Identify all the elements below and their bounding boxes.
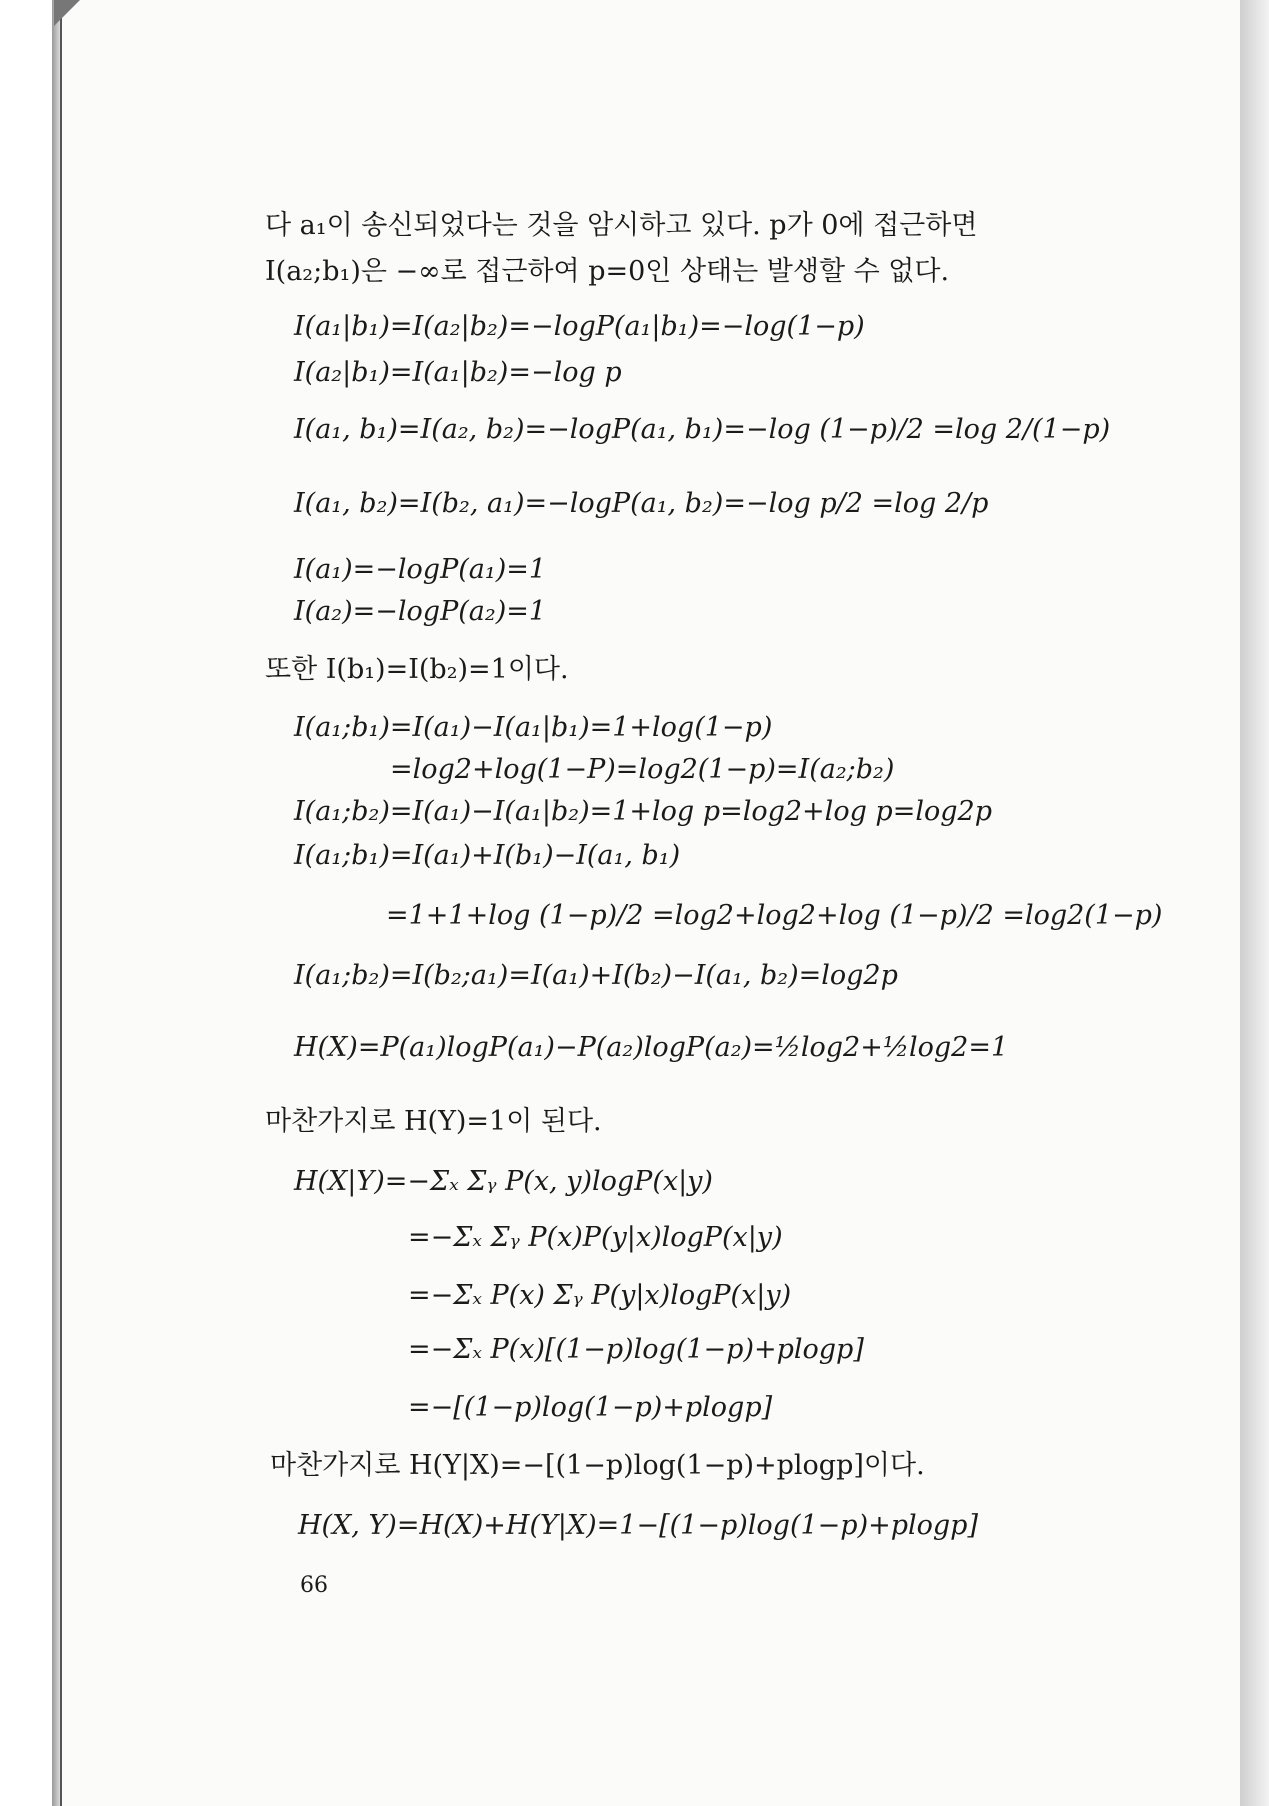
equation-5: I(a₁)=−logP(a₁)=1 <box>294 554 547 585</box>
equation-3: I(a₁, b₁)=I(a₂, b₂)=−logP(a₁, b₁)=−log (1−p)/2 =log 2/(1−p) <box>294 414 1111 445</box>
equation-14: H(X|Y)=−Σₓ Σᵧ P(x, y)logP(x|y) <box>294 1166 713 1197</box>
page-number: 66 <box>300 1573 328 1598</box>
equation-2: I(a₂|b₁)=I(a₁|b₂)=−log p <box>294 357 622 388</box>
equation-13: H(X)=P(a₁)logP(a₁)−P(a₂)logP(a₂)=½log2+½log2=1 <box>294 1032 1009 1063</box>
prose-line-5: 마찬가지로 H(Y|X)=−[(1−p)log(1−p)+plogp]이다. <box>270 1450 925 1481</box>
equation-6: I(a₂)=−logP(a₂)=1 <box>294 596 547 627</box>
equation-4: I(a₁, b₂)=I(b₂, a₁)=−logP(a₁, b₂)=−log p/2 =log 2/p <box>294 488 989 519</box>
equation-7: I(a₁;b₁)=I(a₁)−I(a₁|b₁)=1+log(1−p) <box>294 712 773 743</box>
equation-16: =−Σₓ P(x) Σᵧ P(y|x)logP(x|y) <box>408 1280 792 1311</box>
equation-17: =−Σₓ P(x)[(1−p)log(1−p)+plogp] <box>408 1334 864 1365</box>
prose-line-1: 다 a₁이 송신되었다는 것을 암시하고 있다. p가 0에 접근하면 <box>265 210 978 241</box>
equation-10: I(a₁;b₁)=I(a₁)+I(b₁)−I(a₁, b₁) <box>294 840 681 871</box>
equation-8: =log2+log(1−P)=log2(1−p)=I(a₂;b₂) <box>390 754 895 785</box>
equation-9: I(a₁;b₂)=I(a₁)−I(a₁|b₂)=1+log p=log2+log p=log2p <box>294 796 992 827</box>
prose-line-3: 또한 I(b₁)=I(b₂)=1이다. <box>265 654 569 685</box>
page-corner <box>54 0 80 26</box>
page-edge-shadow <box>1240 0 1269 1806</box>
equation-12: I(a₁;b₂)=I(b₂;a₁)=I(a₁)+I(b₂)−I(a₁, b₂)=log2p <box>294 960 898 991</box>
equation-18: =−[(1−p)log(1−p)+plogp] <box>408 1392 773 1423</box>
equation-1: I(a₁|b₁)=I(a₂|b₂)=−logP(a₁|b₁)=−log(1−p) <box>294 311 865 342</box>
prose-line-2: I(a₂;b₁)은 −∞로 접근하여 p=0인 상태는 발생할 수 없다. <box>265 256 950 287</box>
equation-15: =−Σₓ Σᵧ P(x)P(y|x)logP(x|y) <box>408 1222 783 1253</box>
prose-line-4: 마찬가지로 H(Y)=1이 된다. <box>265 1106 602 1137</box>
equation-11: =1+1+log (1−p)/2 =log2+log2+log (1−p)/2 =log2(1−p) <box>386 900 1163 931</box>
equation-19: H(X, Y)=H(X)+H(Y|X)=1−[(1−p)log(1−p)+plogp] <box>298 1510 978 1541</box>
